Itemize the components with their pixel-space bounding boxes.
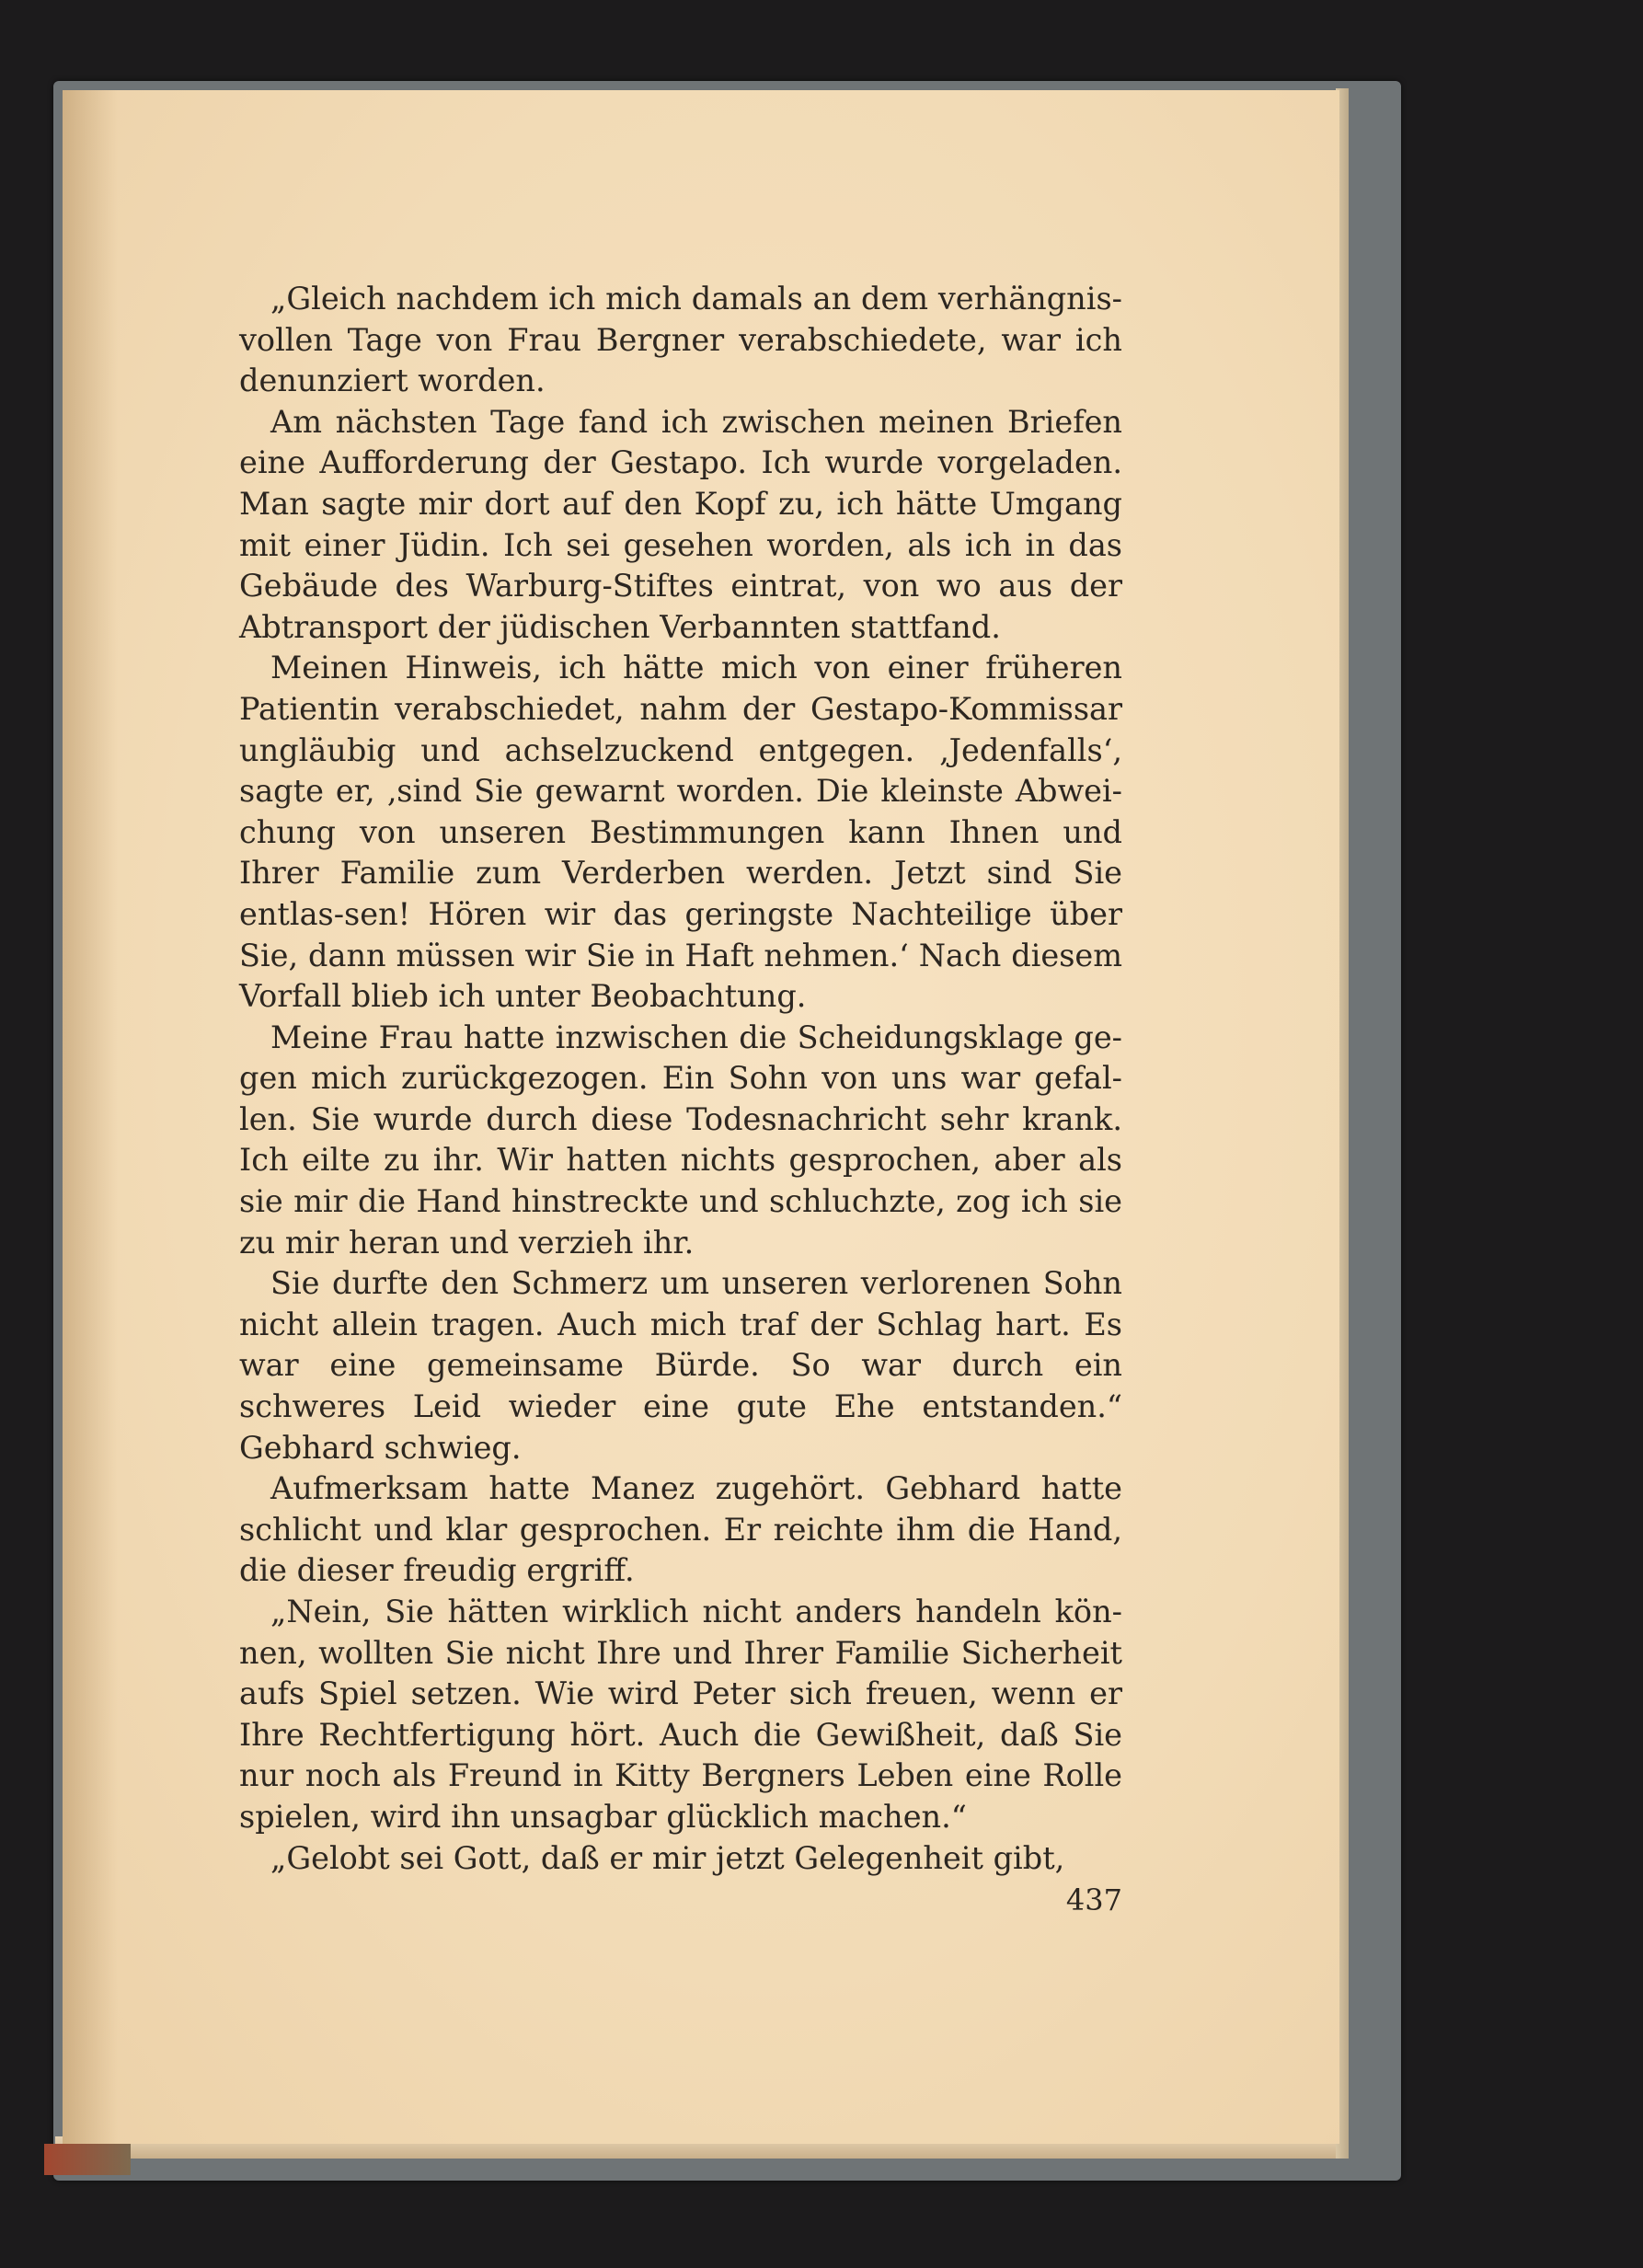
paragraph-3: Meinen Hinweis, ich hätte mich von einer früheren Patientin verabschiedet, nahm der Gestapo-Kommissar ungläubig und achselzuckend entgegen. ‚Jedenfalls‘, sagte er, ‚sind Sie gewarnt worden. Die kleinste Abwei-chung von unseren Bestimmungen kann Ihnen und Ihrer Familie zum Verderben werden. Jetzt sind Sie entlas-sen! Hören wir das geringste Nachteilige über Sie, dann müssen wir Sie in Haft nehmen.‘ Nach diesem Vorfall blieb ich unter Beobachtung. bbox=[239, 650, 1122, 1015]
paragraph-7: „Nein, Sie hätten wirklich nicht anders handeln kön-nen, wollten Sie nicht Ihre und Ihrer Familie Sicherheit aufs Spiel setzen. Wie wird Peter sich freuen, wenn er Ihre Rechtfertigung hört. Auch die Gewißheit, daß Sie nur noch als Freund in Kitty Bergners Leben eine Rolle spielen, wird ihn unsagbar glücklich machen.“ bbox=[239, 1594, 1122, 1835]
paragraph-5: Sie durfte den Schmerz um unseren verlorenen Sohn nicht allein tragen. Auch mich traf der Schlag hart. Es war eine gemeinsame Bürde. So war durch ein schweres Leid wieder eine gute Ehe entstanden.“ Gebhard schwieg. bbox=[239, 1265, 1122, 1466]
paragraph-6: Aufmerksam hatte Manez zugehört. Gebhard hatte schlicht und klar gesprochen. Er reichte ihm die Hand, die dieser freudig ergriff. bbox=[239, 1470, 1122, 1589]
paragraph-4: Meine Frau hatte inzwischen die Scheidungsklage ge-gen mich zurückgezogen. Ein Sohn von uns war gefal-len. Sie wurde durch diese Todesnachricht sehr krank. Ich eilte zu ihr. Wir hatten nichts gesprochen, aber als sie mir die Hand hinstreckte und schluchzte, zog ich sie zu mir heran und verzieh ihr. bbox=[239, 1019, 1122, 1261]
page-gutter-shadow bbox=[63, 90, 118, 2144]
body-text bbox=[239, 279, 1122, 1879]
paragraph-1: „Gleich nachdem ich mich damals an dem verhängnis-vollen Tage von Frau Bergner verabschiedete, war ich denunziert worden. bbox=[239, 281, 1122, 399]
spine-strip bbox=[44, 2144, 131, 2175]
page-number: 437 bbox=[1065, 1882, 1122, 1917]
paragraph-2: Am nächsten Tage fand ich zwischen meinen Briefen eine Aufforderung der Gestapo. Ich wurde vorgeladen. Man sagte mir dort auf den Kopf zu, ich hätte Umgang mit einer Jüdin. Ich sei gesehen worden, als ich in das Gebäude des Warburg-Stiftes eintrat, von wo aus der Abtransport der jüdischen Verbannten stattfand. bbox=[239, 403, 1122, 645]
paragraph-8: „Gelobt sei Gott, daß er mir jetzt Gelegenheit gibt, bbox=[270, 1839, 1065, 1876]
